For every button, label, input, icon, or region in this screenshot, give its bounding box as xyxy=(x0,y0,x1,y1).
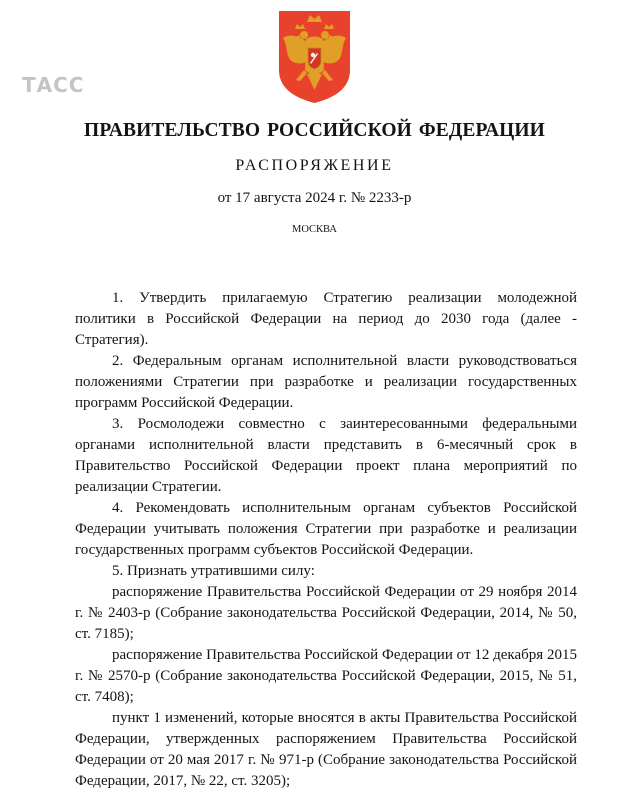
repealed-act-2014: распоряжение Правительства Российской Федерации от 29 ноября 2014 г. № 2403-р (Собрание законодательства Российской Федерации, 2014, № 50, ст. 7185); xyxy=(75,584,577,642)
paragraph-item-3: 3. Росмолодежи совместно с заинтересованными федеральными органами исполнительной власти представить в 6-месячный срок в Правительство Российской Федерации проект плана мероприятий по реализации Стратегии. xyxy=(75,416,577,495)
document-date-number: от 17 августа 2024 г. № 2233-р xyxy=(217,190,412,206)
document-city: МОСКВА xyxy=(292,224,337,235)
document-body xyxy=(75,288,577,792)
coat-of-arms-icon xyxy=(276,8,353,105)
repealed-act-2017: пункт 1 изменений, которые вносятся в акты Правительства Российской Федерации, утвержденных распоряжением Правительства Российской Федерации от 20 мая 2017 г. № 971-р (Собрание законодательства Российской Федерации, 2017, № 22, ст. 3205); xyxy=(75,710,577,789)
repealed-act-2015: распоряжение Правительства Российской Федерации от 12 декабря 2015 г. № 2570-р (Собрание законодательства Российской Федерации, 2015, № 51, ст. 7408); xyxy=(75,647,577,705)
government-title: ПРАВИТЕЛЬСТВО РОССИЙСКОЙ ФЕДЕРАЦИИ xyxy=(84,120,545,141)
paragraph-item-5: 5. Признать утратившими силу: xyxy=(112,563,315,579)
paragraph-item-4: 4. Рекомендовать исполнительным органам субъектов Российской Федерации учитывать положения Стратегии при разработке и реализации государственных программ субъектов Российской Федерации. xyxy=(75,500,577,558)
paragraph-item-1: 1. Утвердить прилагаемую Стратегию реализации молодежной политики в Российской Федерации на период до 2030 года (далее - Стратегия). xyxy=(75,290,577,348)
paragraph-item-2: 2. Федеральным органам исполнительной власти руководствоваться положениями Стратегии при разработке и реализации государственных программ Российской Федерации. xyxy=(75,353,577,411)
document-type: РАСПОРЯЖЕНИЕ xyxy=(235,157,394,174)
tass-watermark: ТАСС xyxy=(22,73,85,97)
